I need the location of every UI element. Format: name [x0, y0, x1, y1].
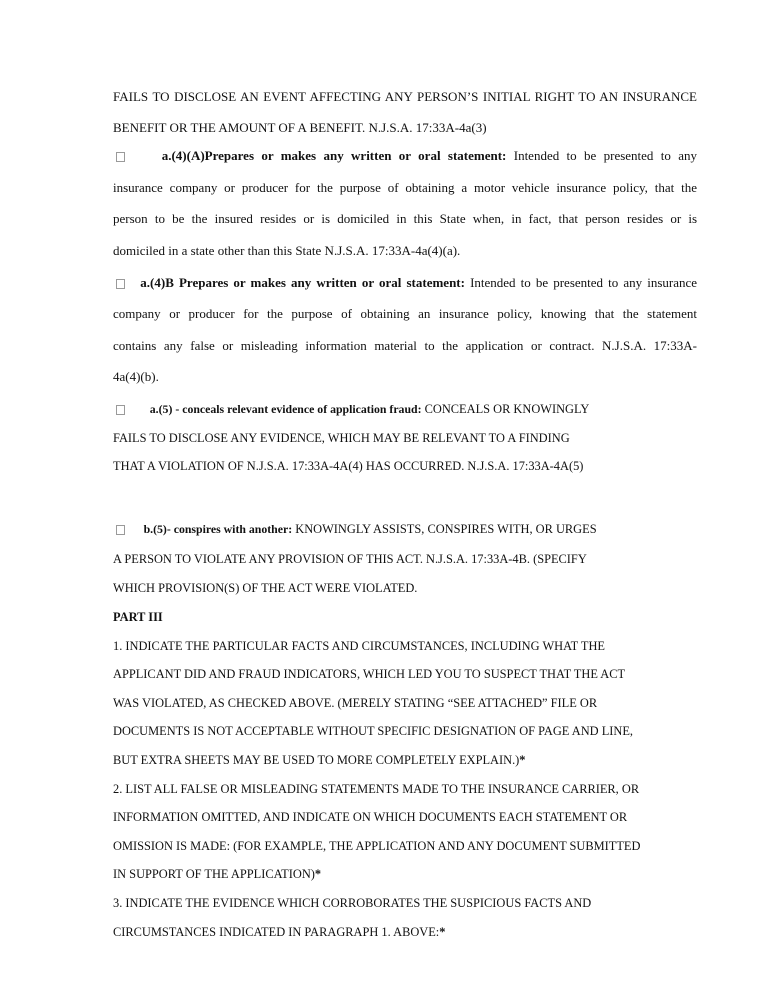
section-a4b-line-3: contains any false or misleading information material to the application or contract. N.J.S.A. 17:33A-	[113, 338, 697, 353]
required-asterisk-1: *	[519, 753, 526, 767]
section-a4a-line-4: domiciled in a state other than this State N.J.S.A. 17:33A-4a(4)(a).	[113, 243, 461, 258]
section-a4a-heading: a.(4)(A)Prepares or makes any written or oral statement:	[161, 148, 507, 163]
section-a5-line-3: THAT A VIOLATION OF N.J.S.A. 17:33A-4A(4) HAS OCCURRED. N.J.S.A. 17:33A-4A(5)	[113, 459, 584, 473]
section-a5-line-1	[113, 401, 589, 417]
section-a4b-heading: a.(4)B Prepares or makes any written or oral statement:	[140, 275, 465, 290]
part-3-title: PART III	[113, 610, 163, 624]
checkbox-a4a[interactable]	[116, 152, 125, 162]
question-3-line-2	[113, 924, 445, 940]
question-3-line-1: 3. INDICATE THE EVIDENCE WHICH CORROBORATES THE SUSPICIOUS FACTS AND	[113, 896, 592, 910]
section-a3-line-1: FAILS TO DISCLOSE AN EVENT AFFECTING ANY PERSON’S INITIAL RIGHT TO AN INSURANCE	[113, 89, 697, 104]
required-asterisk-3: *	[439, 925, 446, 939]
section-b5-text: KNOWINGLY ASSISTS, CONSPIRES WITH, OR URGES	[295, 522, 597, 536]
section-a5-line-2: FAILS TO DISCLOSE ANY EVIDENCE, WHICH MAY BE RELEVANT TO A FINDING	[113, 431, 570, 445]
section-a5-text: CONCEALS OR KNOWINGLY	[424, 402, 590, 416]
section-b5-line-3: WHICH PROVISION(S) OF THE ACT WERE VIOLATED.	[113, 581, 418, 595]
section-a4a-line-3: person to be the insured resides or is domiciled in this State when, in fact, that person resides or is	[113, 211, 697, 226]
section-a4a-line-1	[113, 148, 697, 164]
section-a5-heading: a.(5) - conceals relevant evidence of application fraud:	[149, 402, 422, 416]
question-2-line-4	[113, 866, 321, 882]
section-b5-line-1	[113, 521, 597, 537]
question-1-line-5	[113, 752, 526, 768]
question-1-line-3: WAS VIOLATED, AS CHECKED ABOVE. (MERELY STATING “SEE ATTACHED” FILE OR	[113, 696, 598, 710]
question-2-line-3: OMISSION IS MADE: (FOR EXAMPLE, THE APPLICATION AND ANY DOCUMENT SUBMITTED	[113, 839, 641, 853]
section-a4b-line-2: company or producer for the purpose of obtaining an insurance policy, knowing that the statement	[113, 306, 697, 321]
question-1-line-4: DOCUMENTS IS NOT ACCEPTABLE WITHOUT SPECIFIC DESIGNATION OF PAGE AND LINE,	[113, 724, 634, 738]
question-2-text-end: IN SUPPORT OF THE APPLICATION)	[113, 867, 315, 881]
question-1-line-2: APPLICANT DID AND FRAUD INDICATORS, WHICH LED YOU TO SUSPECT THAT THE ACT	[113, 667, 626, 681]
question-2-line-1: 2. LIST ALL FALSE OR MISLEADING STATEMENTS MADE TO THE INSURANCE CARRIER, OR	[113, 782, 640, 796]
question-1-text-end: BUT EXTRA SHEETS MAY BE USED TO MORE COMPLETELY EXPLAIN.)	[113, 753, 520, 767]
section-a4a-line-2: insurance company or producer for the purpose of obtaining a motor vehicle insurance policy, that the	[113, 180, 697, 195]
section-b5-heading: b.(5)- conspires with another:	[143, 522, 293, 536]
question-1-line-1: 1. INDICATE THE PARTICULAR FACTS AND CIRCUMSTANCES, INCLUDING WHAT THE	[113, 639, 605, 653]
section-a4a-text: Intended to be presented to any	[513, 148, 697, 163]
question-3-text-end: CIRCUMSTANCES INDICATED IN PARAGRAPH 1. ABOVE:	[113, 925, 440, 939]
section-b5-line-2: A PERSON TO VIOLATE ANY PROVISION OF THIS ACT. N.J.S.A. 17:33A-4B. (SPECIFY	[113, 552, 587, 566]
section-a4b-line-4: 4a(4)(b).	[113, 369, 159, 384]
required-asterisk-2: *	[314, 867, 322, 881]
section-a3-line-2: BENEFIT OR THE AMOUNT OF A BENEFIT. N.J.S.A. 17:33A-4a(3)	[113, 120, 487, 135]
section-a4b-line-1	[113, 275, 697, 291]
checkbox-a5[interactable]	[116, 405, 125, 415]
checkbox-a4b[interactable]	[116, 279, 125, 289]
checkbox-b5[interactable]	[116, 525, 125, 535]
section-a4b-text: Intended to be presented to any insurance	[470, 275, 697, 290]
question-2-line-2: INFORMATION OMITTED, AND INDICATE ON WHICH DOCUMENTS EACH STATEMENT OR	[113, 810, 628, 824]
